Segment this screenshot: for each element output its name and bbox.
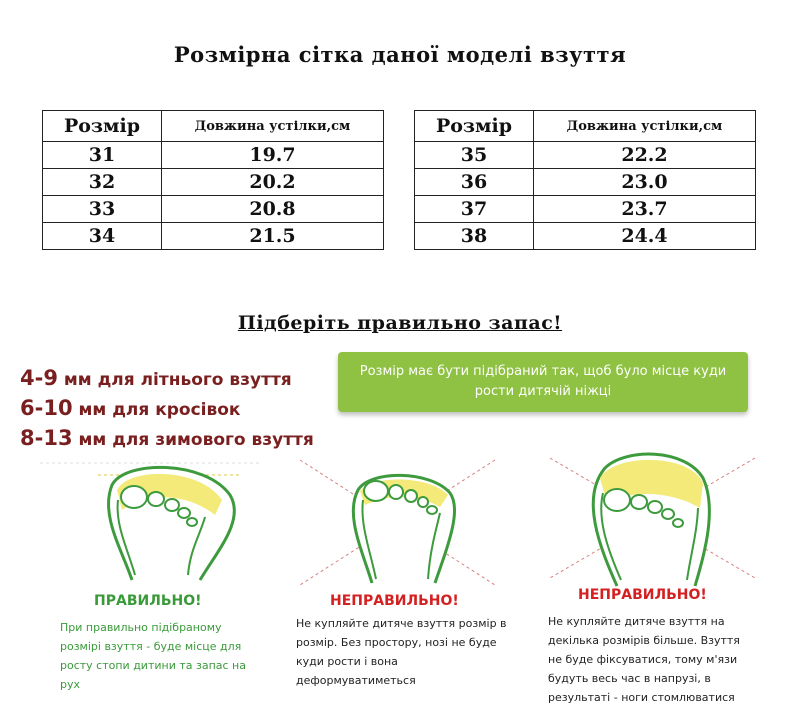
table-row	[415, 223, 756, 250]
length-cell: 20.8	[162, 196, 384, 223]
table-row	[43, 169, 384, 196]
length-cell: 24.4	[534, 223, 756, 250]
length-cell: 22.2	[534, 142, 756, 169]
verdict-too-small: НЕПРАВИЛЬНО!	[330, 593, 459, 609]
allowance-summer	[20, 366, 292, 390]
description-correct: При правильно підібраному розмірі взуття - буде місце для росту стопи дитини та запас на рух	[60, 621, 246, 691]
table-row	[43, 223, 384, 250]
size-cell: 33	[43, 196, 162, 223]
table-header-row	[43, 111, 384, 142]
allowance-sneakers	[20, 396, 240, 420]
allowance-label: мм для літнього взуття	[57, 370, 292, 390]
size-cell: 31	[43, 142, 162, 169]
allowance-label: мм для зимового взуття	[72, 430, 314, 450]
foot-correct-fit-icon	[40, 455, 260, 590]
foot-too-big-icon	[545, 448, 760, 590]
allowance-label: мм для кросівок	[72, 400, 241, 420]
column-header-length: Довжина устілки,см	[534, 111, 756, 142]
length-cell: 23.0	[534, 169, 756, 196]
table-row	[415, 142, 756, 169]
length-cell: 23.7	[534, 196, 756, 223]
verdict-correct: ПРАВИЛЬНО!	[94, 593, 202, 609]
length-cell: 19.7	[162, 142, 384, 169]
size-cell: 38	[415, 223, 534, 250]
table-row	[43, 142, 384, 169]
allowance-heading: Підберіть правильно запас!	[237, 312, 563, 334]
foot-too-small-icon	[290, 455, 505, 590]
column-header-size: Розмір	[43, 111, 162, 142]
size-table-left	[42, 110, 384, 250]
size-cell: 37	[415, 196, 534, 223]
allowance-range: 6-10	[20, 396, 73, 420]
allowance-winter	[20, 426, 314, 450]
table-row	[415, 196, 756, 223]
column-header-size: Розмір	[415, 111, 534, 142]
size-cell: 36	[415, 169, 534, 196]
table-header-row	[415, 111, 756, 142]
allowance-range: 4-9	[20, 366, 58, 390]
info-banner: Розмір має бути підібраний так, щоб було місце куди рости дитячій ніжці	[338, 352, 748, 412]
column-header-length: Довжина устілки,см	[162, 111, 384, 142]
size-cell: 32	[43, 169, 162, 196]
allowance-range: 8-13	[20, 426, 73, 450]
size-table-right	[414, 110, 756, 250]
size-cell: 35	[415, 142, 534, 169]
description-too-big: Не купляйте дитяче взуття на декілька розмірів більше. Взуття не буде фіксуватися, тому м'язи будуть весь час в напрузі, в результаті - ноги стомлюватися	[548, 615, 740, 704]
verdict-too-big: НЕПРАВИЛЬНО!	[578, 587, 707, 603]
table-row	[43, 196, 384, 223]
size-cell: 34	[43, 223, 162, 250]
page-title: Розмірна сітка даної моделі взуття	[173, 42, 627, 67]
length-cell: 21.5	[162, 223, 384, 250]
table-row	[415, 169, 756, 196]
description-too-small: Не купляйте дитяче взуття розмір в розмір. Без простору, нозі не буде куди рости і вона деформуватиметься	[296, 617, 507, 687]
length-cell: 20.2	[162, 169, 384, 196]
